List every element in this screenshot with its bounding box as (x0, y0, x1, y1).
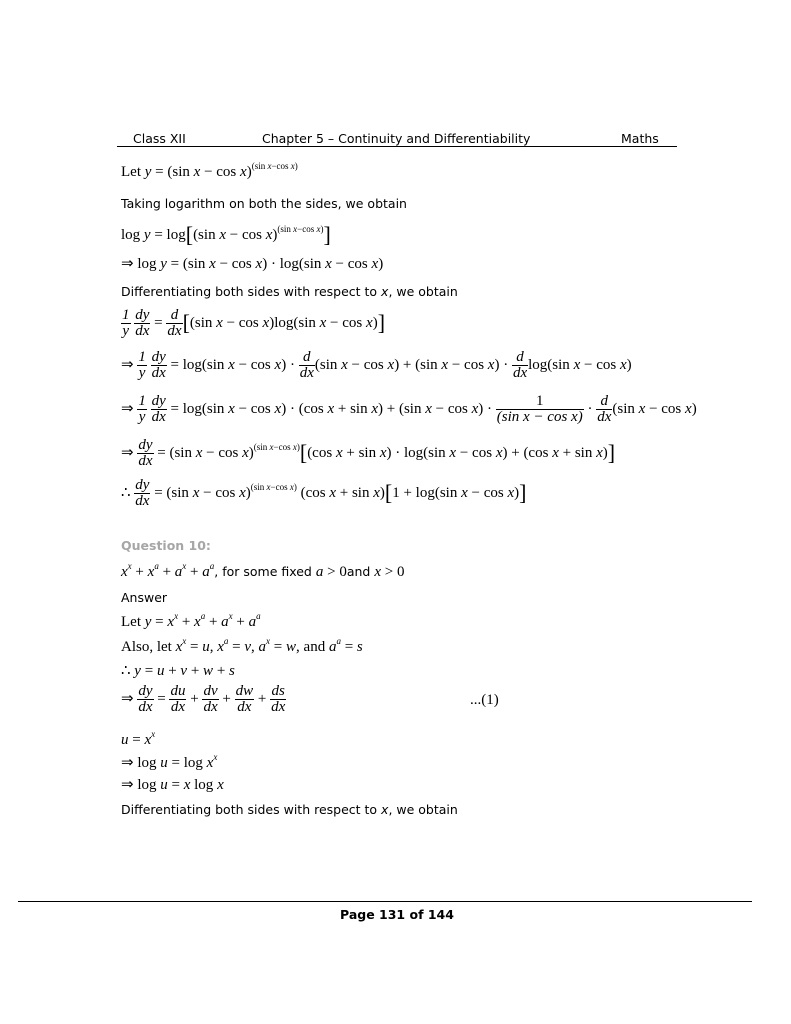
question-title: Question 10: (121, 538, 211, 553)
eq-label-1: ...(1) (470, 692, 499, 708)
header-chapter: Chapter 5 – Continuity and Differentiability (262, 131, 531, 146)
q10-and: and (346, 564, 371, 579)
eq-sum: ∴ y = u + v + w + s (121, 663, 235, 679)
eq-u-def: $u = x^x$ (121, 729, 156, 748)
eq-log-y-expanded: ⇒ log y = (sin x − cos x) · log(sin x − cos x) (121, 256, 384, 272)
eq-log-u: ⇒ $\log u = \log x^x$ (121, 752, 218, 771)
footer-rule (18, 901, 752, 902)
eq-dydx-sum: ⇒ $\frac{dy}{dx}$ = $\frac{du}{dx}$ + $\frac{dv}{dx}$ + $\frac{dw}{dx}$ + $\frac{ds}{dx}$ (121, 683, 286, 715)
eq-substitutions: Also, let $x^x = u$, $x^a = v$, $a^x = w$, and $a^a = s$ (121, 636, 363, 655)
eq-deriv-4: ⇒ $\frac{dy}{dx}$ = (sin x − cos x)$^{(sin x-cos x)}$[(cos x + sin x) · log(sin x − cos x) + (cos x + sin x)] (121, 437, 616, 469)
answer-label: Answer (121, 590, 168, 605)
text-differentiating-1: Differentiating both sides with respect to x, we obtain (121, 284, 458, 299)
question-statement: $x^x + x^a + a^x + a^a$, for some fixed a > 0and x > 0 (121, 561, 405, 580)
text-differentiating-2: Differentiating both sides with respect to x, we obtain (121, 802, 458, 817)
header-subject: Maths (621, 131, 659, 146)
header-rule (117, 146, 677, 147)
eq-log-y: log y = log[(sin x − cos x)$^{(sin x-cos x)}$] (121, 222, 331, 247)
eq-deriv-2: ⇒ $\frac{1}{y}$ $\frac{dy}{dx}$ = log(sin x − cos x) · $\frac{d}{dx}$ (sin x − cos x) + (sin x − cos x) · $\frac{d}{dx}$ log(sin x − cos x) (121, 349, 632, 381)
q10-for-some: , for some fixed (214, 564, 312, 579)
eq-deriv-1: $\frac{1}{y}$ $\frac{dy}{dx}$ = $\frac{d}{dx}$ [(sin x − cos x)log(sin x − cos x)] (122, 307, 386, 339)
eq-deriv-3: ⇒ $\frac{1}{y}$ $\frac{dy}{dx}$ = log(sin x − cos x) · (cos x + sin x) + (sin x − cos x) · $\frac{1}{\text{(sin x − cos x)}}$ · $\frac{d}{dx}$ (sin x − cos x) (121, 393, 697, 425)
text-taking-log: Taking logarithm on both the sides, we obtain (121, 196, 407, 211)
header-class: Class XII (133, 131, 186, 146)
eq-log-u-expanded: ⇒ log u = x log x (121, 777, 224, 793)
eq-deriv-final: ∴ $\frac{dy}{dx}$ = (sin x − cos x)$^{(sin x-cos x)}$ (cos x + sin x)[1 + log(sin x − cos x)] (121, 477, 527, 509)
page-number: Page 131 of 144 (340, 907, 454, 922)
eq-let-y: Let y = (sin x − cos x)$^{(sin x-cos x)}$ (121, 161, 298, 180)
eq-let-y-q10: Let $y = x^x + x^a + a^x + a^a$ (121, 611, 261, 630)
